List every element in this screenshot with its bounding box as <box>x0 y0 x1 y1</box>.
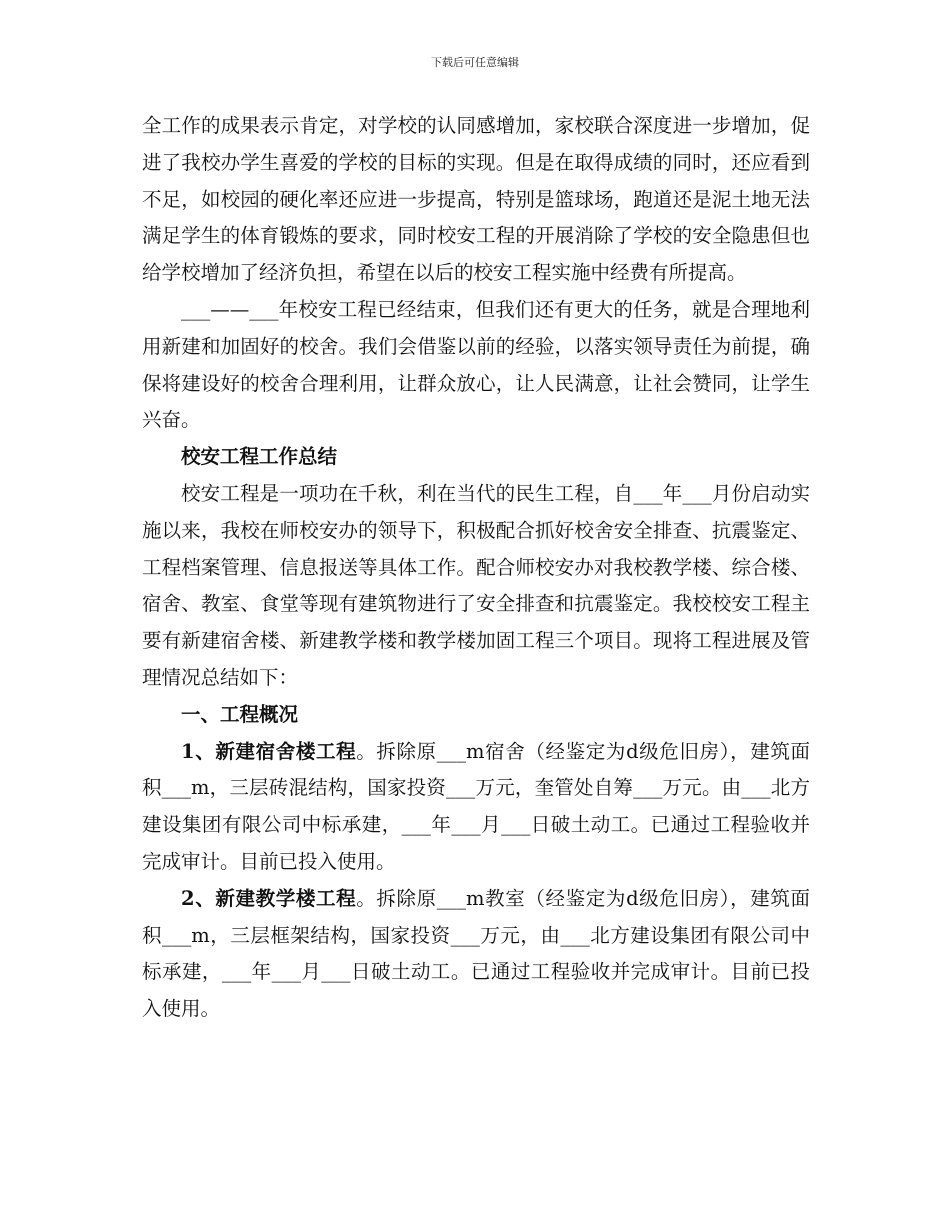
item-lead-teaching-building: 2、新建教学楼工程 <box>181 886 357 910</box>
item-lead-dormitory: 1、新建宿舍楼工程 <box>181 739 357 763</box>
document-body <box>142 108 810 1028</box>
paragraph-continuation: 全工作的成果表示肯定，对学校的认同感增加，家校联合深度进一步增加，促进了我校办学生喜爱的学校的目标的实现。但是在取得成绩的同时，还应看到不足，如校园的硬化率还应进一步提高，特别是篮球场，跑道还是泥土地无法满足学生的体育锻炼的要求，同时校安工程的开展消除了学校的安全隐患但也给学校增加了经济负担，希望在以后的校安工程实施中经费有所提高。 <box>142 114 810 285</box>
section-title: 校安工程工作总结 <box>181 445 338 469</box>
paragraph-conclusion: ___——___年校安工程已经结束，但我们还有更大的任务，就是合理地利用新建和加固好的校舍。我们会借鉴以前的经验，以落实领导责任为前提，确保将建设好的校舍合理利用，让群众放心，让人民满意，让社会赞同，让学生兴奋。 <box>142 297 810 432</box>
item-text-dormitory: 。拆除原___m宿舍（经鉴定为d级危旧房），建筑面积___m，三层砖混结构，国家投资___万元，奎管处自筹___万元。由___北方建设集团有限公司中标承建，___年___月___日破土动工。已通过工程验收并完成审计。目前已投入使用。 <box>142 739 810 873</box>
paragraph-intro: 校安工程是一项功在千秋，利在当代的民生工程，自___年___月份启动实施以来，我校在师校安办的领导下，积极配合抓好校舍安全排查、抗震鉴定、工程档案管理、信息报送等具体工作。配合师校安办对我校教学楼、综合楼、宿舍、教室、食堂等现有建筑物进行了安全排查和抗震鉴定。我校校安工程主要有新建宿舍楼、新建教学楼和教学楼加固工程三个项目。现将工程进展及管理情况总结如下： <box>142 481 810 689</box>
paragraph-dormitory <box>142 734 810 881</box>
item-text-teaching-building: 。拆除原___m教室（经鉴定为d级危旧房），建筑面积___m，三层框架结构，国家投资___万元，由___北方建设集团有限公司中标承建，___年___月___日破土动工。已通过工程验收并完成审计。目前已投入使用。 <box>142 886 810 1021</box>
page-header: 下载后可任意编辑 <box>431 56 519 69</box>
paragraph-teaching-building <box>142 881 810 1028</box>
subsection-heading: 一、工程概况 <box>181 702 299 726</box>
